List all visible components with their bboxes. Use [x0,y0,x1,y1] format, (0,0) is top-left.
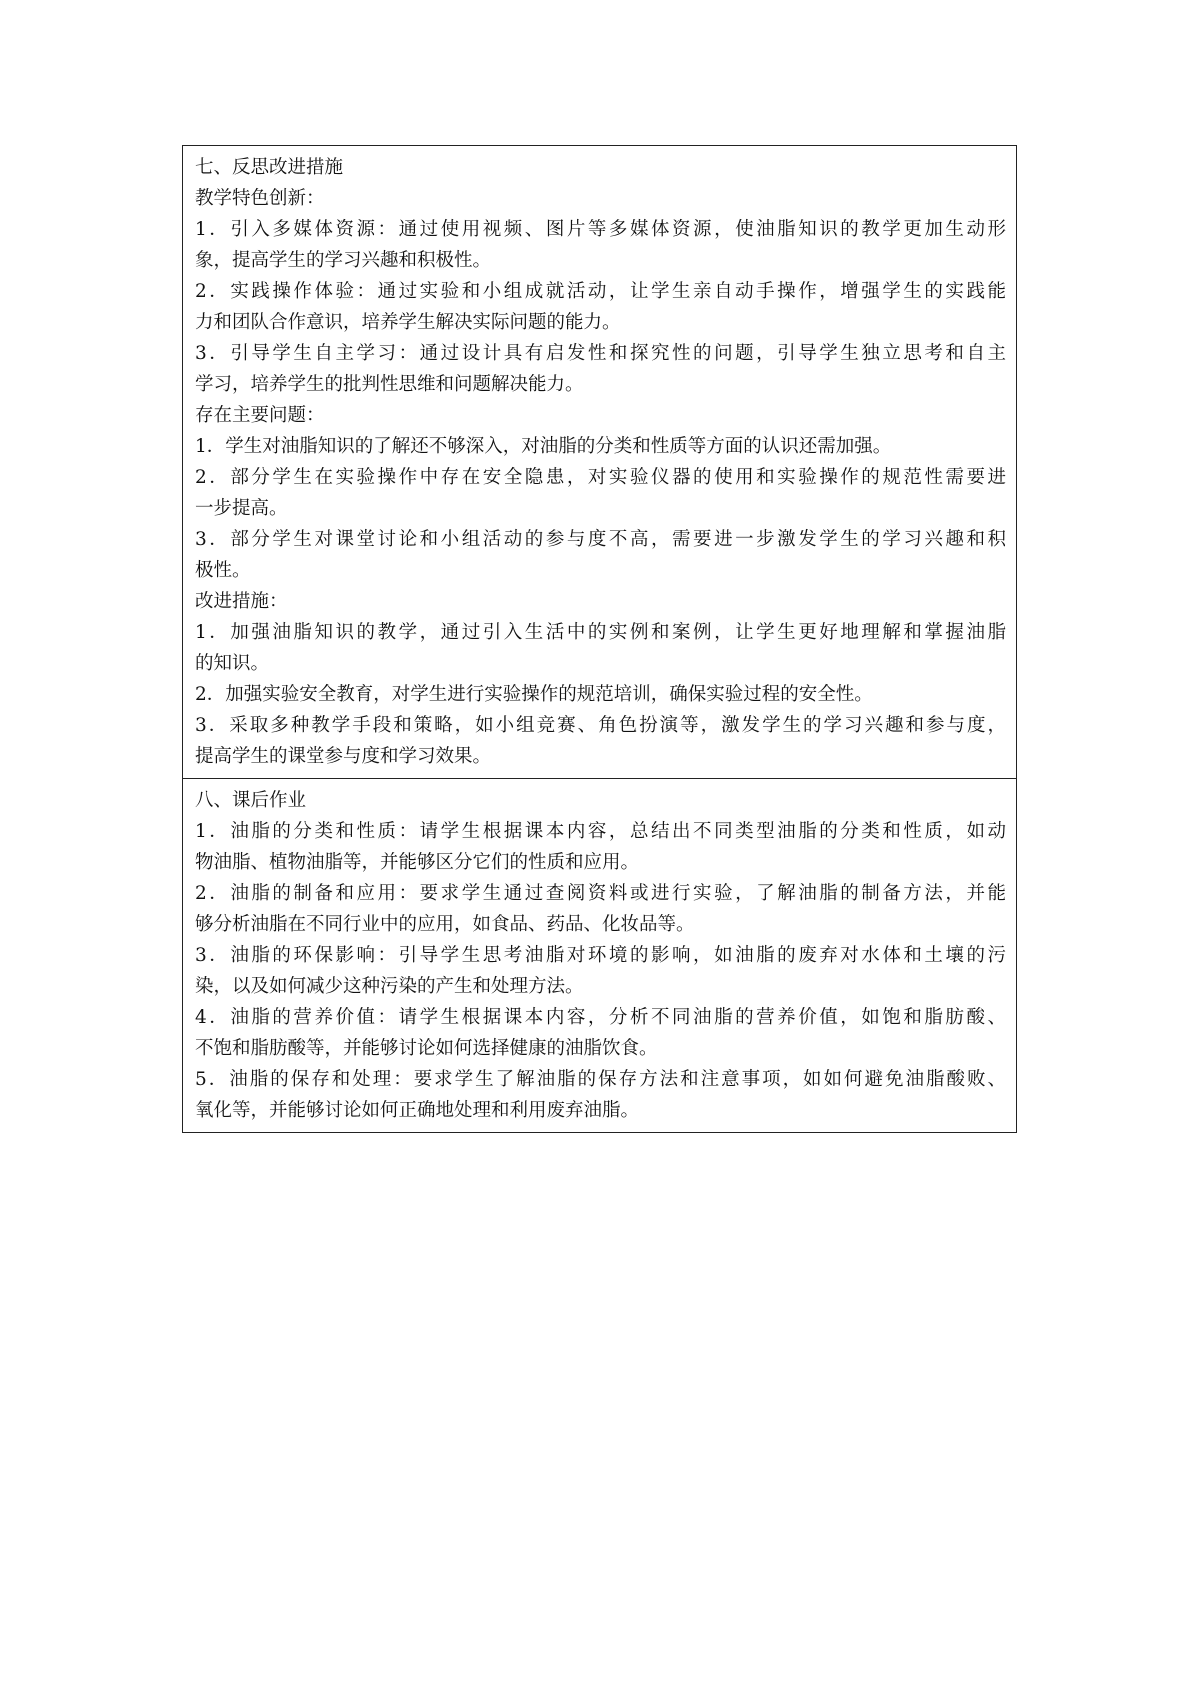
section7-text-line: 七、反思改进措施 [195,157,344,178]
section7-text-line: 2．实践操作体验：通过实验和小组成就活动，让学生亲自动手操作，增强学生的实践能 [195,281,1006,302]
section8-text-line: 2．油脂的制备和应用：要求学生通过查阅资料或进行实验，了解油脂的制备方法，并能 [195,883,1006,904]
section7-text-line: 2．加强实验安全教育，对学生进行实验操作的规范培训，确保实验过程的安全性。 [195,684,873,705]
section7-text-line: 1．加强油脂知识的教学，通过引入生活中的实例和案例，让学生更好地理解和掌握油脂 [195,622,1006,643]
section7-text-line: 一步提高。 [195,498,288,519]
section7-text-line: 3．采取多种教学手段和策略，如小组竞赛、角色扮演等，激发学生的学习兴趣和参与度， [195,715,1006,736]
section7-text-line: 2．部分学生在实验操作中存在安全隐患，对实验仪器的使用和实验操作的规范性需要进 [195,467,1006,488]
homework-cell [183,778,1016,1132]
section7-text-line: 极性。 [195,560,251,581]
document-table [182,145,1017,1133]
section8-text-line: 不饱和脂肪酸等，并能够讨论如何选择健康的油脂饮食。 [195,1038,658,1059]
section7-text-line: 的知识。 [195,653,270,674]
section7-text-line: 象，提高学生的学习兴趣和积极性。 [195,250,492,271]
section7-text-line: 1．学生对油脂知识的了解还不够深入，对油脂的分类和性质等方面的认识还需加强。 [195,436,892,457]
section7-text-line: 学习，培养学生的批判性思维和问题解决能力。 [195,374,584,395]
section7-text-line: 3．引导学生自主学习：通过设计具有启发性和探究性的问题，引导学生独立思考和自主 [195,343,1006,364]
section8-text-line: 染，以及如何减少这种污染的产生和处理方法。 [195,976,584,997]
section7-text-line: 1．引入多媒体资源：通过使用视频、图片等多媒体资源，使油脂知识的教学更加生动形 [195,219,1006,240]
reflection-improvement-cell [183,146,1016,778]
section8-text-line: 够分析油脂在不同行业中的应用，如食品、药品、化妆品等。 [195,914,695,935]
section8-text-line: 氧化等，并能够讨论如何正确地处理和利用废弃油脂。 [195,1100,640,1121]
section7-text-line: 力和团队合作意识，培养学生解决实际问题的能力。 [195,312,621,333]
section7-text-line: 教学特色创新： [195,188,325,209]
section7-text-line: 存在主要问题： [195,405,325,426]
section7-text-line: 改进措施： [195,591,288,612]
section7-text-line: 提高学生的课堂参与度和学习效果。 [195,746,492,767]
section8-text-line: 5．油脂的保存和处理：要求学生了解油脂的保存方法和注意事项，如如何避免油脂酸败、 [195,1069,1006,1090]
section8-text-line: 3．油脂的环保影响：引导学生思考油脂对环境的影响，如油脂的废弃对水体和土壤的污 [195,945,1006,966]
section8-text-line: 八、课后作业 [195,790,307,811]
section8-text-line: 物油脂、植物油脂等，并能够区分它们的性质和应用。 [195,852,640,873]
section7-text-line: 3．部分学生对课堂讨论和小组活动的参与度不高，需要进一步激发学生的学习兴趣和积 [195,529,1006,550]
section8-text-line: 1．油脂的分类和性质：请学生根据课本内容，总结出不同类型油脂的分类和性质，如动 [195,821,1006,842]
section8-text-line: 4．油脂的营养价值：请学生根据课本内容，分析不同油脂的营养价值，如饱和脂肪酸、 [195,1007,1006,1028]
